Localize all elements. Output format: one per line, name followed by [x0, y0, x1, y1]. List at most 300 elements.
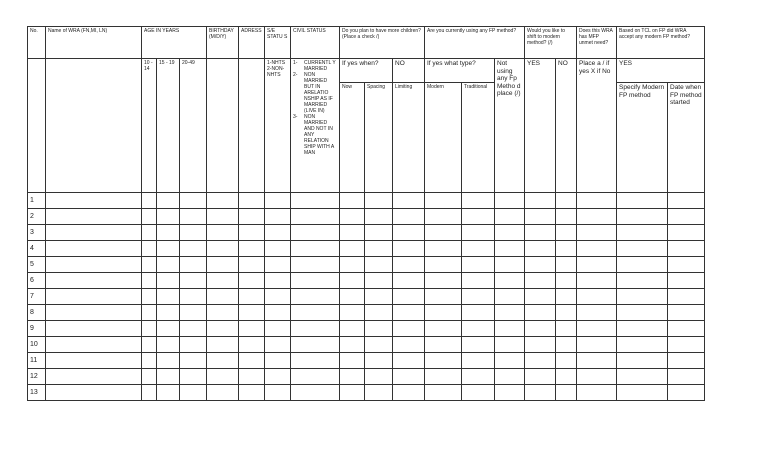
entry-cell[interactable]: [265, 353, 291, 369]
entry-cell[interactable]: [365, 321, 393, 337]
entry-cell[interactable]: [207, 305, 239, 321]
entry-cell[interactable]: [239, 321, 265, 337]
entry-cell[interactable]: [556, 241, 577, 257]
entry-cell[interactable]: [340, 241, 365, 257]
entry-cell[interactable]: [525, 337, 556, 353]
entry-cell[interactable]: [365, 289, 393, 305]
entry-cell[interactable]: [265, 209, 291, 225]
entry-cell[interactable]: [46, 385, 142, 401]
header-tcl: Based on TCL on FP did WRA accept any modern FP method?: [617, 27, 705, 59]
table-row: [28, 369, 705, 385]
entry-cell[interactable]: [239, 225, 265, 241]
entry-cell[interactable]: [239, 289, 265, 305]
entry-cell[interactable]: [157, 193, 180, 209]
entry-cell[interactable]: [617, 353, 668, 369]
entry-cell[interactable]: [577, 369, 617, 385]
entry-cell[interactable]: [617, 257, 668, 273]
entry-cell[interactable]: [180, 321, 207, 337]
entry-cell[interactable]: [668, 241, 705, 257]
entry-cell[interactable]: [291, 193, 340, 209]
entry-cell[interactable]: [142, 241, 157, 257]
entry-cell[interactable]: [46, 289, 142, 305]
entry-cell[interactable]: [617, 305, 668, 321]
entry-cell[interactable]: [365, 273, 393, 289]
entry-cell[interactable]: [239, 305, 265, 321]
entry-cell[interactable]: [525, 305, 556, 321]
entry-cell[interactable]: [525, 369, 556, 385]
entry-cell[interactable]: [495, 257, 525, 273]
entry-cell[interactable]: [556, 337, 577, 353]
entry-cell[interactable]: [365, 241, 393, 257]
when-now: Now: [340, 83, 365, 193]
entry-cell[interactable]: [462, 369, 495, 385]
entry-cell[interactable]: [340, 385, 365, 401]
entry-cell[interactable]: [157, 385, 180, 401]
entry-cell[interactable]: [668, 209, 705, 225]
entry-cell[interactable]: [142, 385, 157, 401]
entry-cell[interactable]: [239, 193, 265, 209]
entry-cell[interactable]: [239, 257, 265, 273]
table-row: [28, 193, 705, 209]
entry-cell[interactable]: [556, 257, 577, 273]
entry-cell[interactable]: [462, 273, 495, 289]
entry-cell[interactable]: [495, 337, 525, 353]
entry-cell[interactable]: [425, 273, 462, 289]
entry-cell[interactable]: [462, 209, 495, 225]
table-row: [28, 257, 705, 273]
entry-cell[interactable]: [617, 209, 668, 225]
entry-cell[interactable]: [556, 289, 577, 305]
table-row: [28, 289, 705, 305]
entry-cell[interactable]: [142, 369, 157, 385]
entry-cell[interactable]: [556, 321, 577, 337]
entry-cell[interactable]: [365, 193, 393, 209]
entry-cell[interactable]: [142, 321, 157, 337]
entry-cell[interactable]: [365, 225, 393, 241]
entry-cell[interactable]: [142, 225, 157, 241]
header-name: Name of WRA (FN,MI, LN): [46, 27, 142, 59]
entry-cell[interactable]: [142, 337, 157, 353]
entry-cell[interactable]: [46, 225, 142, 241]
entry-cell[interactable]: [577, 225, 617, 241]
entry-cell[interactable]: [556, 273, 577, 289]
entry-cell[interactable]: [393, 353, 425, 369]
entry-cell[interactable]: [462, 193, 495, 209]
entry-cell[interactable]: [495, 209, 525, 225]
entry-cell[interactable]: [157, 257, 180, 273]
entry-cell[interactable]: [556, 353, 577, 369]
entry-cell[interactable]: [291, 257, 340, 273]
entry-cell[interactable]: [239, 337, 265, 353]
entry-cell[interactable]: [180, 385, 207, 401]
entry-cell[interactable]: [207, 337, 239, 353]
entry-cell[interactable]: [291, 321, 340, 337]
row-number: 5: [28, 257, 46, 273]
entry-cell[interactable]: [577, 385, 617, 401]
type-traditional: Traditional: [462, 83, 495, 193]
entry-cell[interactable]: [157, 209, 180, 225]
entry-cell[interactable]: [291, 241, 340, 257]
entry-cell[interactable]: [142, 273, 157, 289]
entry-cell[interactable]: [46, 321, 142, 337]
header-no: No.: [28, 27, 46, 59]
entry-cell[interactable]: [157, 225, 180, 241]
entry-cell[interactable]: [425, 337, 462, 353]
entry-cell[interactable]: [157, 369, 180, 385]
entry-cell[interactable]: [365, 337, 393, 353]
entry-cell[interactable]: [393, 305, 425, 321]
entry-cell[interactable]: [495, 225, 525, 241]
age-10-14: 10 - 14: [142, 59, 157, 193]
entry-cell[interactable]: [495, 289, 525, 305]
entry-cell[interactable]: [142, 209, 157, 225]
civil-options: [291, 59, 340, 193]
entry-cell[interactable]: [340, 321, 365, 337]
entry-cell[interactable]: [265, 257, 291, 273]
entry-cell[interactable]: [265, 273, 291, 289]
header-age: AGE IN YEARS: [142, 27, 207, 59]
entry-cell[interactable]: [291, 209, 340, 225]
entry-cell[interactable]: [525, 273, 556, 289]
if-yes-when: If yes when?: [340, 59, 393, 83]
entry-cell[interactable]: [393, 369, 425, 385]
entry-cell[interactable]: [495, 321, 525, 337]
entry-cell[interactable]: [393, 385, 425, 401]
table-row: [28, 353, 705, 369]
entry-cell[interactable]: [340, 305, 365, 321]
when-limiting: Limiting: [393, 83, 425, 193]
entry-cell[interactable]: [340, 193, 365, 209]
entry-cell[interactable]: [462, 289, 495, 305]
entry-cell[interactable]: [425, 385, 462, 401]
entry-cell[interactable]: [291, 289, 340, 305]
entry-cell[interactable]: [46, 193, 142, 209]
entry-cell[interactable]: [239, 273, 265, 289]
entry-cell[interactable]: [462, 321, 495, 337]
if-yes-type: If yes what type?: [425, 59, 495, 83]
table-row: [28, 385, 705, 401]
entry-cell[interactable]: [462, 385, 495, 401]
entry-cell[interactable]: [157, 241, 180, 257]
entry-cell[interactable]: [617, 337, 668, 353]
entry-cell[interactable]: [393, 193, 425, 209]
entry-cell[interactable]: [577, 321, 617, 337]
entry-cell[interactable]: [668, 369, 705, 385]
civil-option: 1- CURRENTL Y MARRIED: [293, 60, 336, 72]
entry-cell[interactable]: [365, 257, 393, 273]
entry-cell[interactable]: [265, 193, 291, 209]
not-using-fp: Not using any Fp Metho d place (/): [495, 59, 525, 193]
entry-cell[interactable]: [180, 225, 207, 241]
entry-cell[interactable]: [617, 321, 668, 337]
row-number: 13: [28, 385, 46, 401]
entry-cell[interactable]: [525, 353, 556, 369]
entry-cell[interactable]: [46, 337, 142, 353]
entry-cell[interactable]: [291, 305, 340, 321]
entry-cell[interactable]: [495, 353, 525, 369]
entry-cell[interactable]: [340, 257, 365, 273]
entry-cell[interactable]: [495, 241, 525, 257]
entry-cell[interactable]: [180, 257, 207, 273]
entry-cell[interactable]: [207, 289, 239, 305]
header-birthday: BIRTHDAY (M/D/Y): [207, 27, 239, 59]
entry-cell[interactable]: [577, 273, 617, 289]
entry-cell[interactable]: [239, 241, 265, 257]
entry-cell[interactable]: [462, 305, 495, 321]
entry-cell[interactable]: [207, 321, 239, 337]
entry-cell[interactable]: [425, 289, 462, 305]
civil-option: 3- NON MARRIED AND NOT IN ANY RELATION SHIP WITH A MAN: [293, 114, 334, 156]
entry-cell[interactable]: [617, 273, 668, 289]
entry-cell[interactable]: [340, 369, 365, 385]
entry-cell[interactable]: [180, 241, 207, 257]
entry-cell[interactable]: [617, 193, 668, 209]
entry-cell[interactable]: [291, 369, 340, 385]
entry-cell[interactable]: [577, 337, 617, 353]
entry-cell[interactable]: [617, 289, 668, 305]
entry-cell[interactable]: [207, 353, 239, 369]
entry-cell[interactable]: [393, 257, 425, 273]
entry-cell[interactable]: [668, 353, 705, 369]
entry-cell[interactable]: [265, 225, 291, 241]
entry-cell[interactable]: [180, 353, 207, 369]
age-15-19: 15 - 19: [157, 59, 180, 193]
entry-cell[interactable]: [556, 305, 577, 321]
entry-cell[interactable]: [265, 385, 291, 401]
entry-cell[interactable]: [239, 353, 265, 369]
table-row: [28, 337, 705, 353]
table-row: [28, 321, 705, 337]
se-options: 1-NHTS 2-NON-NHTS: [265, 59, 291, 193]
entry-cell[interactable]: [425, 225, 462, 241]
entry-cell[interactable]: [525, 321, 556, 337]
entry-cell[interactable]: [525, 209, 556, 225]
entry-cell[interactable]: [365, 385, 393, 401]
table-row: [28, 241, 705, 257]
entry-cell[interactable]: [157, 353, 180, 369]
entry-cell[interactable]: [207, 273, 239, 289]
row-number: 12: [28, 369, 46, 385]
entry-cell[interactable]: [525, 257, 556, 273]
entry-cell[interactable]: [668, 289, 705, 305]
entry-cell[interactable]: [239, 369, 265, 385]
entry-cell[interactable]: [525, 289, 556, 305]
row-number: 7: [28, 289, 46, 305]
entry-cell[interactable]: [393, 289, 425, 305]
entry-cell[interactable]: [207, 209, 239, 225]
entry-cell[interactable]: [393, 273, 425, 289]
entry-cell[interactable]: [462, 241, 495, 257]
entry-cell[interactable]: [425, 321, 462, 337]
entry-cell[interactable]: [577, 305, 617, 321]
entry-cell[interactable]: [668, 257, 705, 273]
entry-cell[interactable]: [291, 337, 340, 353]
date-started: Date when FP method started: [668, 83, 705, 193]
entry-cell[interactable]: [617, 241, 668, 257]
header-civil-status: CIVIL STATUS: [291, 27, 340, 59]
entry-cell[interactable]: [495, 369, 525, 385]
entry-cell[interactable]: [291, 385, 340, 401]
more-children-no: NO: [393, 59, 425, 83]
entry-cell[interactable]: [157, 273, 180, 289]
header-address: ADRESS: [239, 27, 265, 59]
entry-cell[interactable]: [265, 369, 291, 385]
entry-cell[interactable]: [668, 337, 705, 353]
entry-cell[interactable]: [556, 385, 577, 401]
entry-cell[interactable]: [425, 305, 462, 321]
entry-cell[interactable]: [180, 305, 207, 321]
entry-cell[interactable]: [46, 353, 142, 369]
entry-cell[interactable]: [668, 225, 705, 241]
entry-cell[interactable]: [265, 337, 291, 353]
entry-cell[interactable]: [207, 241, 239, 257]
entry-cell[interactable]: [425, 209, 462, 225]
entry-cell[interactable]: [365, 353, 393, 369]
entry-cell[interactable]: [393, 321, 425, 337]
entry-cell[interactable]: [265, 241, 291, 257]
entry-cell[interactable]: [340, 353, 365, 369]
entry-cell[interactable]: [291, 353, 340, 369]
shift-no: NO: [556, 59, 577, 193]
entry-cell[interactable]: [180, 369, 207, 385]
entry-cell[interactable]: [365, 209, 393, 225]
entry-cell[interactable]: [577, 241, 617, 257]
row-number: 3: [28, 225, 46, 241]
header-se-status: S/E STATU S: [265, 27, 291, 59]
type-modern: Modern: [425, 83, 462, 193]
table-row: [28, 225, 705, 241]
entry-cell[interactable]: [462, 225, 495, 241]
entry-cell[interactable]: [180, 337, 207, 353]
header-more-children: Do you plan to have more children? (Place a check /): [340, 27, 425, 59]
entry-cell[interactable]: [365, 305, 393, 321]
entry-cell[interactable]: [668, 273, 705, 289]
entry-cell[interactable]: [180, 209, 207, 225]
entry-cell[interactable]: [393, 241, 425, 257]
entry-cell[interactable]: [180, 193, 207, 209]
wra-table: [27, 26, 705, 401]
entry-cell[interactable]: [142, 257, 157, 273]
entry-cell[interactable]: [340, 209, 365, 225]
entry-cell[interactable]: [525, 193, 556, 209]
entry-cell[interactable]: [207, 225, 239, 241]
row-number: 10: [28, 337, 46, 353]
entry-cell[interactable]: [668, 305, 705, 321]
entry-cell[interactable]: [340, 273, 365, 289]
entry-cell[interactable]: [393, 337, 425, 353]
entry-cell[interactable]: [180, 289, 207, 305]
entry-cell[interactable]: [425, 193, 462, 209]
entry-cell[interactable]: [157, 289, 180, 305]
entry-cell[interactable]: [577, 289, 617, 305]
entry-cell[interactable]: [393, 225, 425, 241]
entry-cell[interactable]: [207, 369, 239, 385]
entry-cell[interactable]: [425, 353, 462, 369]
table-row: [28, 209, 705, 225]
entry-cell[interactable]: [577, 257, 617, 273]
row-number: 8: [28, 305, 46, 321]
entry-cell[interactable]: [46, 209, 142, 225]
fp-survey-form: [27, 26, 705, 401]
entry-cell[interactable]: [556, 369, 577, 385]
entry-cell[interactable]: [365, 369, 393, 385]
entry-cell[interactable]: [556, 193, 577, 209]
entry-cell[interactable]: [617, 369, 668, 385]
entry-cell[interactable]: [617, 225, 668, 241]
entry-cell[interactable]: [46, 305, 142, 321]
entry-cell[interactable]: [265, 289, 291, 305]
entry-cell[interactable]: [556, 225, 577, 241]
entry-cell[interactable]: [462, 337, 495, 353]
entry-cell[interactable]: [495, 305, 525, 321]
entry-cell[interactable]: [142, 289, 157, 305]
entry-cell[interactable]: [525, 241, 556, 257]
entry-cell[interactable]: [157, 305, 180, 321]
row-number: 11: [28, 353, 46, 369]
row-number: 9: [28, 321, 46, 337]
entry-cell[interactable]: [207, 385, 239, 401]
entry-cell[interactable]: [207, 193, 239, 209]
entry-cell[interactable]: [291, 273, 340, 289]
entry-cell[interactable]: [46, 273, 142, 289]
entry-cell[interactable]: [425, 257, 462, 273]
entry-cell[interactable]: [142, 353, 157, 369]
entry-cell[interactable]: [340, 337, 365, 353]
entry-cell[interactable]: [157, 337, 180, 353]
entry-cell[interactable]: [425, 241, 462, 257]
entry-cell[interactable]: [525, 225, 556, 241]
entry-cell[interactable]: [46, 369, 142, 385]
entry-cell[interactable]: [265, 321, 291, 337]
entry-cell[interactable]: [577, 353, 617, 369]
entry-cell[interactable]: [340, 225, 365, 241]
entry-cell[interactable]: [393, 209, 425, 225]
entry-cell[interactable]: [265, 305, 291, 321]
entry-cell[interactable]: [525, 385, 556, 401]
unmet-instruction: Place a / if yes X if No: [577, 59, 617, 193]
row-number: 4: [28, 241, 46, 257]
entry-cell[interactable]: [207, 257, 239, 273]
entry-cell[interactable]: [46, 241, 142, 257]
entry-cell[interactable]: [495, 273, 525, 289]
entry-cell[interactable]: [340, 289, 365, 305]
entry-cell[interactable]: [180, 273, 207, 289]
entry-cell[interactable]: [425, 369, 462, 385]
entry-cell[interactable]: [668, 321, 705, 337]
tcl-yes: YES: [617, 59, 705, 83]
age-20-49: 20-49: [180, 59, 207, 193]
row-number: 2: [28, 209, 46, 225]
entry-cell[interactable]: [142, 305, 157, 321]
entry-cell[interactable]: [495, 193, 525, 209]
entry-cell[interactable]: [239, 209, 265, 225]
entry-cell[interactable]: [291, 225, 340, 241]
entry-cell[interactable]: [577, 209, 617, 225]
entry-cell[interactable]: [617, 385, 668, 401]
entry-cell[interactable]: [577, 193, 617, 209]
entry-cell[interactable]: [142, 193, 157, 209]
entry-cell[interactable]: [462, 257, 495, 273]
entry-cell[interactable]: [46, 257, 142, 273]
header-using-fp: Are you currently using any FP method?: [425, 27, 525, 59]
entry-cell[interactable]: [462, 353, 495, 369]
entry-cell[interactable]: [239, 385, 265, 401]
entry-cell[interactable]: [668, 193, 705, 209]
entry-cell[interactable]: [668, 385, 705, 401]
entry-cell[interactable]: [495, 385, 525, 401]
entry-cell[interactable]: [157, 321, 180, 337]
entry-cell[interactable]: [556, 209, 577, 225]
